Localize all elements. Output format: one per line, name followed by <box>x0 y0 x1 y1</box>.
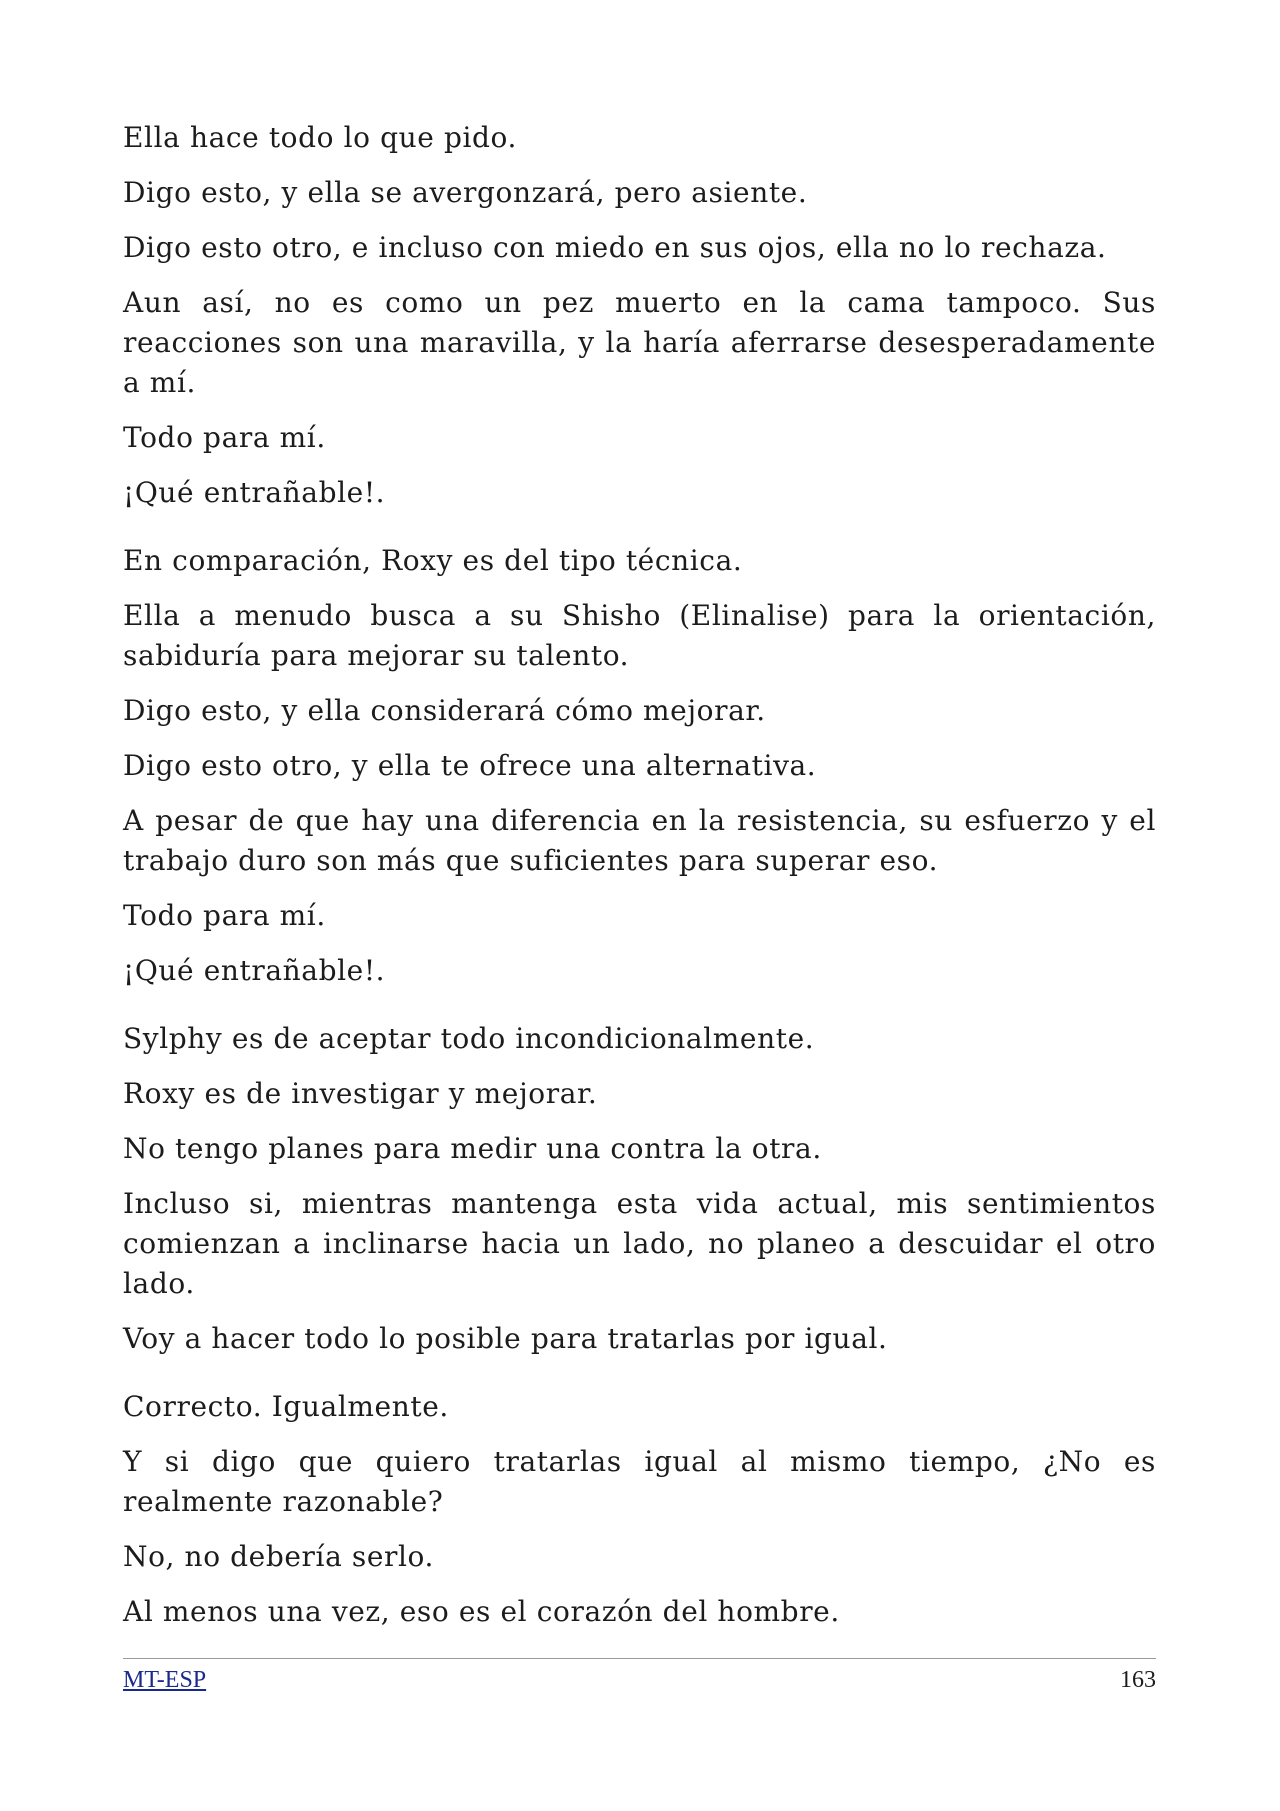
paragraph: Todo para mí. <box>123 899 326 932</box>
paragraph: No, no debería serlo. <box>123 1540 435 1573</box>
paragraph: Incluso si, mientras mantenga esta vida actual, mis sentimientos comienzan a inclinarse hacia un lado, no planeo a descuidar el otro lado. <box>123 1187 1156 1300</box>
paragraph: Aun así, no es como un pez muerto en la cama tampoco. Sus reacciones son una maravilla, y la haría aferrarse desesperadamente a mí. <box>123 286 1156 399</box>
paragraph: ¡Qué entrañable!. <box>123 476 386 509</box>
paragraph: En comparación, Roxy es del tipo técnica. <box>123 544 743 577</box>
paragraph: Ella a menudo busca a su Shisho (Elinalise) para la orientación, sabiduría para mejorar su talento. <box>123 599 1156 672</box>
paragraph: Al menos una vez, eso es el corazón del hombre. <box>123 1595 840 1628</box>
paragraph: Roxy es de investigar y mejorar. <box>123 1077 598 1110</box>
page-footer <box>123 1658 1156 1693</box>
paragraph: Digo esto otro, y ella te ofrece una alternativa. <box>123 749 817 782</box>
paragraph: No tengo planes para medir una contra la otra. <box>123 1132 822 1165</box>
paragraph: Y si digo que quiero tratarlas igual al mismo tiempo, ¿No es realmente razonable? <box>123 1445 1156 1518</box>
page-number: 163 <box>1120 1667 1156 1693</box>
paragraph: Ella hace todo lo que pido. <box>123 121 518 154</box>
paragraph: Sylphy es de aceptar todo incondicionalmente. <box>123 1022 815 1055</box>
section-roxy <box>123 541 1156 991</box>
section-comparison <box>123 1019 1156 1359</box>
paragraph: Todo para mí. <box>123 421 326 454</box>
page-body <box>123 118 1156 1632</box>
paragraph: Digo esto otro, e incluso con miedo en sus ojos, ella no lo rechaza. <box>123 231 1107 264</box>
paragraph: Voy a hacer todo lo posible para tratarlas por igual. <box>123 1322 888 1355</box>
section-sylphy <box>123 118 1156 513</box>
paragraph: Digo esto, y ella considerará cómo mejorar. <box>123 694 766 727</box>
paragraph: A pesar de que hay una diferencia en la resistencia, su esfuerzo y el trabajo duro son más que suficientes para superar eso. <box>123 804 1156 877</box>
section-conclusion <box>123 1387 1156 1632</box>
paragraph: Correcto. Igualmente. <box>123 1390 449 1423</box>
paragraph: Digo esto, y ella se avergonzará, pero asiente. <box>123 176 808 209</box>
paragraph: ¡Qué entrañable!. <box>123 954 386 987</box>
footer-link[interactable]: MT-ESP <box>123 1667 207 1693</box>
